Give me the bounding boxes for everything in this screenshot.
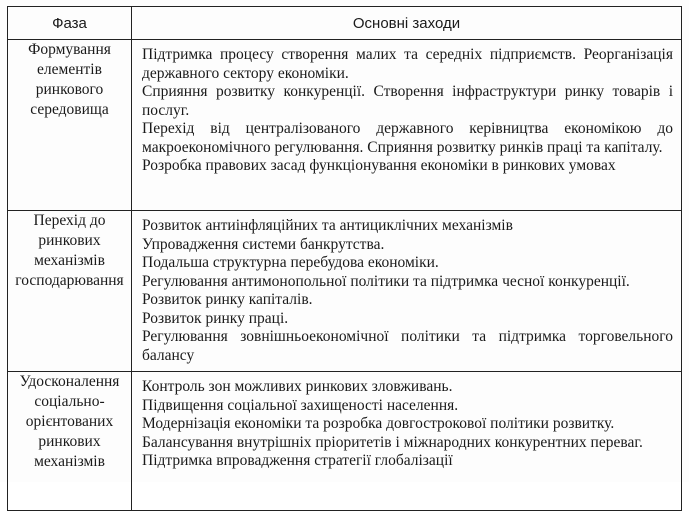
measure-item: Підтримка впровадження стратегії глобалізації <box>142 452 453 469</box>
measure-item: Розвиток ринку праці. <box>142 309 289 327</box>
measures-cell <box>132 372 682 511</box>
measure-item: Упровадження системи банкрутства. <box>142 235 385 253</box>
measure-item: Сприяння розвитку конкуренції. Створення інфраструктури ринку товарів і послуг. <box>142 83 673 119</box>
measure-item: Модернізація економіки та розробка довгострокової політики розвитку. <box>142 415 615 432</box>
measure-item: Підвищення соціальної захищеності населення. <box>142 396 459 414</box>
table-row <box>8 372 682 511</box>
phase-cell: Формування елементів ринкового середовища <box>8 40 132 211</box>
header-phase: Фаза <box>8 7 132 40</box>
measure-item: Розробка правових засад функціонування економіки в ринкових умовах <box>142 157 616 174</box>
measure-item: Балансування внутрішніх пріоритетів і міжнародних конкурентних переваг. <box>142 433 643 451</box>
table-header-row <box>8 7 682 40</box>
measures-cell <box>132 211 682 372</box>
table-row <box>8 40 682 211</box>
measure-item: Регулювання антимонопольної політики та підтримка чесної конкуренції. <box>142 272 630 290</box>
measure-item: Розвиток ринку капіталів. <box>142 291 313 308</box>
measure-item: Контроль зон можливих ринкових зловживань. <box>142 378 453 395</box>
header-measures: Основні заходи <box>132 7 682 40</box>
measure-item: Перехід від централізованого державного керівництва економікою до макроекономічного регулювання. Сприяння розвитку ринків праці та капіталу. <box>142 120 673 156</box>
phases-table <box>7 6 682 511</box>
measure-item: Регулювання зовнішньоекономічної політики та підтримка торговельного балансу <box>142 328 673 364</box>
measure-item: Подальша структурна перебудова економіки. <box>142 254 439 271</box>
phase-cell: Удосконалення соціально-орієнтованих ринкових механізмів <box>8 372 132 511</box>
measure-item: Розвиток антиінфляційних та антициклічних механізмів <box>142 217 513 234</box>
table-row <box>8 211 682 372</box>
phase-cell: Перехід до ринкових механізмів господарювання <box>8 211 132 372</box>
measures-cell <box>132 40 682 211</box>
measure-item: Підтримка процесу створення малих та середніх підприємств. Реорганізація державного сектору економіки. <box>142 46 673 82</box>
